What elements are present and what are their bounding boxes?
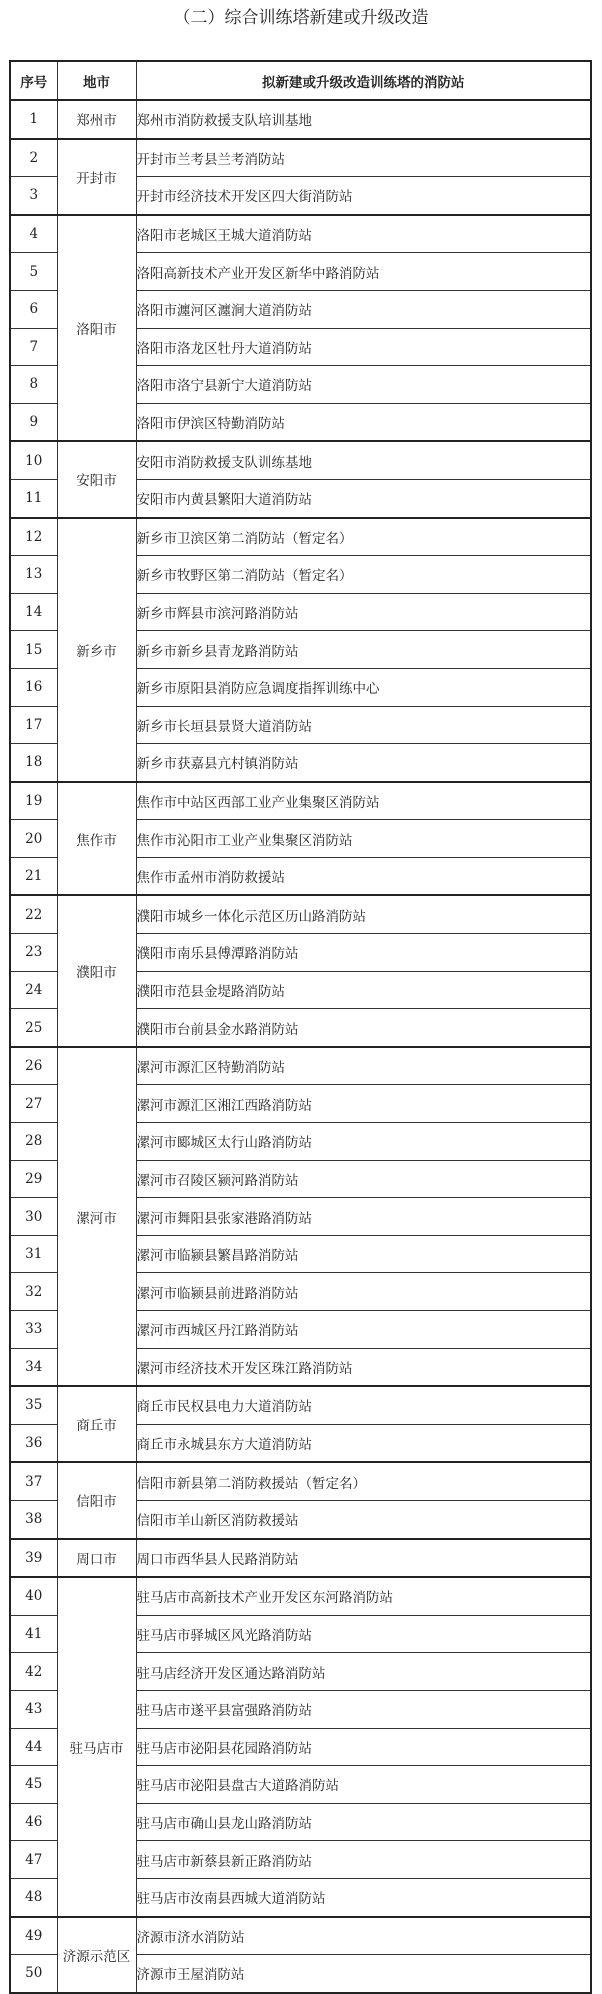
header-station: 拟新建或升级改造训练塔的消防站	[136, 61, 591, 100]
station-name: 濮阳市范县金堤路消防站	[136, 971, 591, 1009]
row-number: 40	[10, 1577, 57, 1615]
station-name: 安阳市内黄县繁阳大道消防站	[136, 479, 591, 517]
station-name: 新乡市长垣县景贤大道消防站	[136, 706, 591, 744]
station-name: 安阳市消防救援支队训练基地	[136, 441, 591, 479]
station-name: 漯河市源汇区湘江西路消防站	[136, 1085, 591, 1123]
row-number: 16	[10, 668, 57, 706]
city-cell: 焦作市	[57, 782, 136, 896]
row-number: 41	[10, 1615, 57, 1653]
station-name: 驻马店市遂平县富强路消防站	[136, 1690, 591, 1728]
fire-station-table	[9, 60, 592, 1994]
station-name: 洛阳高新技术产业开发区新华中路消防站	[136, 253, 591, 291]
station-name: 驻马店市汝南县西城大道消防站	[136, 1878, 591, 1916]
station-name: 漯河市郾城区太行山路消防站	[136, 1123, 591, 1161]
row-number: 50	[10, 1955, 57, 1993]
row-number: 11	[10, 479, 57, 517]
row-number: 21	[10, 857, 57, 895]
station-name: 洛阳市洛龙区牡丹大道消防站	[136, 328, 591, 366]
row-number: 18	[10, 744, 57, 782]
row-number: 44	[10, 1728, 57, 1766]
station-name: 新乡市卫滨区第二消防站（暂定名）	[136, 518, 591, 556]
station-name: 濮阳市南乐县傅潭路消防站	[136, 934, 591, 972]
city-cell: 洛阳市	[57, 215, 136, 442]
station-name: 信阳市羊山新区消防救援站	[136, 1500, 591, 1538]
station-name: 焦作市沁阳市工业产业集聚区消防站	[136, 820, 591, 858]
station-name: 漯河市舞阳县张家港路消防站	[136, 1198, 591, 1236]
row-number: 37	[10, 1462, 57, 1500]
station-name: 漯河市源汇区特勤消防站	[136, 1047, 591, 1085]
row-number: 5	[10, 253, 57, 291]
station-name: 济源市济水消防站	[136, 1917, 591, 1955]
row-number: 23	[10, 934, 57, 972]
table-row	[10, 1917, 591, 1955]
table-row	[10, 895, 591, 933]
station-name: 济源市王屋消防站	[136, 1955, 591, 1993]
table-row	[10, 1462, 591, 1500]
station-name: 洛阳市洛宁县新宁大道消防站	[136, 366, 591, 404]
station-name: 洛阳市瀍河区瀍涧大道消防站	[136, 290, 591, 328]
station-name: 驻马店市泌阳县盘古大道路消防站	[136, 1766, 591, 1804]
row-number: 35	[10, 1386, 57, 1424]
row-number: 3	[10, 177, 57, 215]
row-number: 43	[10, 1690, 57, 1728]
row-number: 17	[10, 706, 57, 744]
row-number: 34	[10, 1348, 57, 1386]
row-number: 20	[10, 820, 57, 858]
station-name: 驻马店市驿城区风光路消防站	[136, 1615, 591, 1653]
row-number: 8	[10, 366, 57, 404]
station-name: 濮阳市城乡一体化示范区历山路消防站	[136, 895, 591, 933]
row-number: 1	[10, 100, 57, 139]
station-name: 信阳市新县第二消防救援站（暂定名）	[136, 1462, 591, 1500]
station-name: 漯河市西城区丹江路消防站	[136, 1311, 591, 1349]
row-number: 47	[10, 1841, 57, 1879]
station-name: 漯河市经济技术开发区珠江路消防站	[136, 1348, 591, 1386]
row-number: 29	[10, 1160, 57, 1198]
station-name: 漯河市临颍县繁昌路消防站	[136, 1235, 591, 1273]
station-name: 驻马店经济开发区通达路消防站	[136, 1653, 591, 1691]
row-number: 10	[10, 441, 57, 479]
row-number: 32	[10, 1273, 57, 1311]
city-cell: 漯河市	[57, 1047, 136, 1386]
station-name: 漯河市召陵区颍河路消防站	[136, 1160, 591, 1198]
row-number: 36	[10, 1424, 57, 1462]
station-name: 商丘市永城县东方大道消防站	[136, 1424, 591, 1462]
row-number: 26	[10, 1047, 57, 1085]
table-row	[10, 139, 591, 177]
table-row	[10, 518, 591, 556]
row-number: 42	[10, 1653, 57, 1691]
station-name: 开封市经济技术开发区四大街消防站	[136, 177, 591, 215]
row-number: 38	[10, 1500, 57, 1538]
table-row	[10, 1577, 591, 1615]
row-number: 27	[10, 1085, 57, 1123]
row-number: 49	[10, 1917, 57, 1955]
row-number: 2	[10, 139, 57, 177]
table-body	[10, 100, 591, 1993]
station-name: 新乡市牧野区第二消防站（暂定名）	[136, 556, 591, 594]
row-number: 45	[10, 1766, 57, 1804]
station-name: 洛阳市伊滨区特勤消防站	[136, 403, 591, 441]
header-row	[10, 61, 591, 100]
station-name: 焦作市孟州市消防救援站	[136, 857, 591, 895]
station-name: 周口市西华县人民路消防站	[136, 1539, 591, 1578]
row-number: 33	[10, 1311, 57, 1349]
row-number: 31	[10, 1235, 57, 1273]
row-number: 6	[10, 290, 57, 328]
row-number: 22	[10, 895, 57, 933]
table-row	[10, 441, 591, 479]
row-number: 39	[10, 1539, 57, 1578]
row-number: 15	[10, 631, 57, 669]
table-row	[10, 1539, 591, 1578]
row-number: 12	[10, 518, 57, 556]
row-number: 4	[10, 215, 57, 253]
row-number: 13	[10, 556, 57, 594]
city-cell: 驻马店市	[57, 1577, 136, 1916]
city-cell: 新乡市	[57, 518, 136, 782]
station-name: 商丘市民权县电力大道消防站	[136, 1386, 591, 1424]
city-cell: 开封市	[57, 139, 136, 215]
city-cell: 安阳市	[57, 441, 136, 517]
station-name: 驻马店市确山县龙山路消防站	[136, 1803, 591, 1841]
station-name: 驻马店市新蔡县新正路消防站	[136, 1841, 591, 1879]
station-name: 焦作市中站区西部工业产业集聚区消防站	[136, 782, 591, 820]
table-row	[10, 1047, 591, 1085]
row-number: 28	[10, 1123, 57, 1161]
city-cell: 周口市	[57, 1539, 136, 1578]
header-city: 地市	[57, 61, 136, 100]
station-name: 濮阳市台前县金水路消防站	[136, 1009, 591, 1047]
station-name: 新乡市新乡县青龙路消防站	[136, 631, 591, 669]
row-number: 14	[10, 593, 57, 631]
station-name: 郑州市消防救援支队培训基地	[136, 100, 591, 139]
table-row	[10, 100, 591, 139]
row-number: 46	[10, 1803, 57, 1841]
station-name: 洛阳市老城区王城大道消防站	[136, 215, 591, 253]
row-number: 9	[10, 403, 57, 441]
row-number: 30	[10, 1198, 57, 1236]
header-no: 序号	[10, 61, 57, 100]
row-number: 24	[10, 971, 57, 1009]
city-cell: 济源示范区	[57, 1917, 136, 1993]
city-cell: 濮阳市	[57, 895, 136, 1046]
station-name: 开封市兰考县兰考消防站	[136, 139, 591, 177]
station-name: 新乡市原阳县消防应急调度指挥训练中心	[136, 668, 591, 706]
section-title: （二）综合训练塔新建或升级改造	[173, 8, 429, 28]
row-number: 48	[10, 1878, 57, 1916]
city-cell: 商丘市	[57, 1386, 136, 1462]
row-number: 19	[10, 782, 57, 820]
station-name: 新乡市获嘉县亢村镇消防站	[136, 744, 591, 782]
station-name: 漯河市临颍县前进路消防站	[136, 1273, 591, 1311]
city-cell: 郑州市	[57, 100, 136, 139]
station-name: 新乡市辉县市滨河路消防站	[136, 593, 591, 631]
city-cell: 信阳市	[57, 1462, 136, 1538]
table-row	[10, 782, 591, 820]
table-row	[10, 1386, 591, 1424]
row-number: 25	[10, 1009, 57, 1047]
station-name: 驻马店市泌阳县花园路消防站	[136, 1728, 591, 1766]
row-number: 7	[10, 328, 57, 366]
table-row	[10, 215, 591, 253]
table-header	[10, 61, 591, 100]
station-name: 驻马店市高新技术产业开发区东河路消防站	[136, 1577, 591, 1615]
